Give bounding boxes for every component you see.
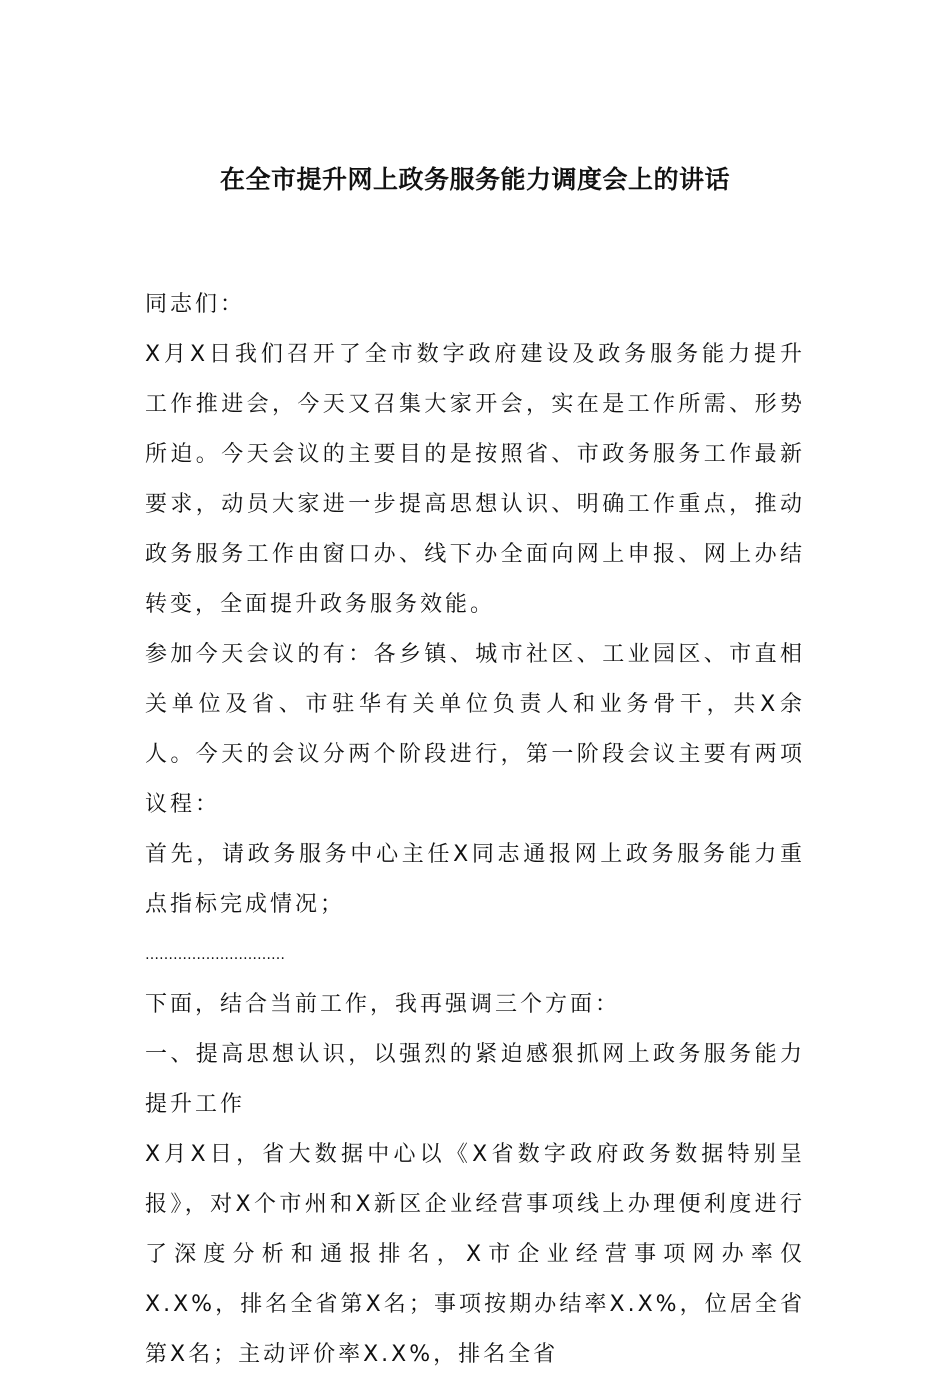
paragraph-transition: 下面，结合当前工作，我再强调三个方面： [145,992,621,1017]
ellipsis-divider: ………………………… [145,947,285,963]
section-heading-one: 一、提高思想认识，以强烈的紧迫感狠抓网上政务服务能力提升工作 [145,1042,805,1117]
paragraph-attendees: 参加今天会议的有：各乡镇、城市社区、工业园区、市直相关单位及省、市驻华有关单位负责人和业务骨干，共X余人。今天的会议分两个阶段进行，第一阶段会议主要有两项议程： [145,642,805,817]
paragraph-ranking: X月X日，省大数据中心以《X省数字政府政务数据特别呈报》，对X个市州和X新区企业经营事项线上办理便利度进行了深度分析和通报排名，X市企业经营事项网办率仅X.X%，排名全省第X名；事项按期办结率X.X%，位居全省第X名；主动评价率X.X%，排名全省 [145,1142,805,1367]
paragraph-meeting-purpose: X月X日我们召开了全市数字政府建设及政务服务能力提升工作推进会，今天又召集大家开会，实在是工作所需、形势所迫。今天会议的主要目的是按照省、市政务服务工作最新要求，动员大家进一步提高思想认识、明确工作重点，推动政务服务工作由窗口办、线下办全面向网上申报、网上办结转变，全面提升政务服务效能。 [145,342,805,617]
paragraph-agenda-first: 首先，请政务服务中心主任X同志通报网上政务服务能力重点指标完成情况； [145,842,805,917]
document-title: 在全市提升网上政务服务能力调度会上的讲话 [219,165,730,194]
document-body [145,280,805,1380]
salutation: 同志们： [145,292,246,317]
